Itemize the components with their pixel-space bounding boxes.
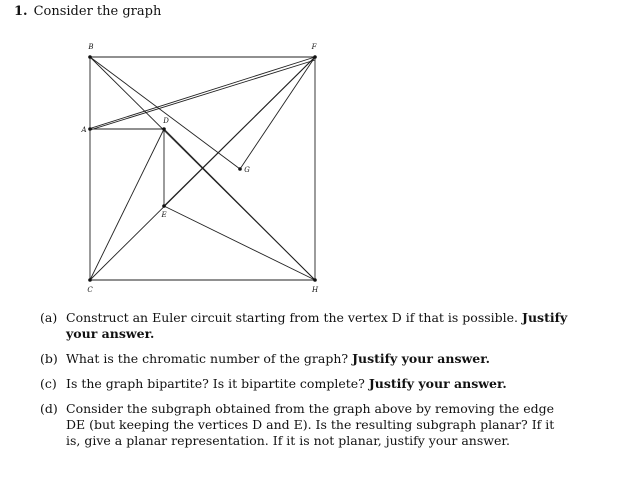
question-label: (a): [40, 310, 58, 325]
edge-a-f: [90, 57, 315, 129]
question-label: (b): [40, 351, 58, 366]
question-text: What is the chromatic number of the graph?: [66, 351, 349, 366]
question-emphasis: Justify your answer.: [66, 310, 568, 341]
edge-a-f: [90, 60, 315, 130]
vertex-label-g: G: [244, 166, 250, 174]
question-emphasis: Justify your answer.: [352, 351, 490, 366]
edge-g-f: [240, 57, 315, 169]
vertex-g: [238, 167, 242, 171]
vertex-e: [162, 204, 166, 208]
edge-d-h: [164, 129, 315, 280]
vertex-c: [88, 278, 92, 282]
vertex-d: [162, 127, 166, 131]
question-list: [40, 310, 570, 458]
edge-e-f: [164, 57, 315, 206]
question-label: (d): [40, 401, 58, 416]
question-text: Construct an Euler circuit starting from the vertex D if that is possible.: [66, 310, 519, 325]
problem-title: Consider the graph: [33, 4, 162, 19]
edge-b-g: [90, 57, 240, 169]
edge-d-c: [90, 129, 167, 280]
question-b: [40, 351, 570, 367]
vertex-label-c: C: [87, 286, 93, 294]
vertex-h: [313, 278, 317, 282]
vertex-label-d: D: [163, 117, 169, 125]
question-d: [40, 401, 570, 449]
vertex-f: [313, 55, 317, 59]
question-emphasis: Justify your answer.: [368, 376, 507, 391]
vertex-label-f: F: [311, 43, 317, 51]
vertex-label-e: E: [161, 211, 167, 219]
question-a: [40, 310, 570, 342]
vertex-label-a: A: [81, 126, 87, 134]
vertex-b: [88, 55, 92, 59]
question-text: Is the graph bipartite? Is it bipartite complete?: [66, 376, 365, 391]
vertex-a: [88, 127, 92, 131]
problem-number: 1.: [14, 4, 28, 19]
edge-e-h: [164, 206, 315, 280]
vertex-label-b: B: [88, 43, 94, 51]
question-c: [40, 376, 570, 392]
question-label: (c): [40, 376, 57, 391]
question-text: Consider the subgraph obtained from the graph above by removing the edge DE (but keeping the vertices D and E). Is the resulting subgraph planar? If it is, give a planar representation. If it is not planar, justify your answer.: [66, 401, 555, 448]
vertex-label-h: H: [311, 286, 319, 294]
